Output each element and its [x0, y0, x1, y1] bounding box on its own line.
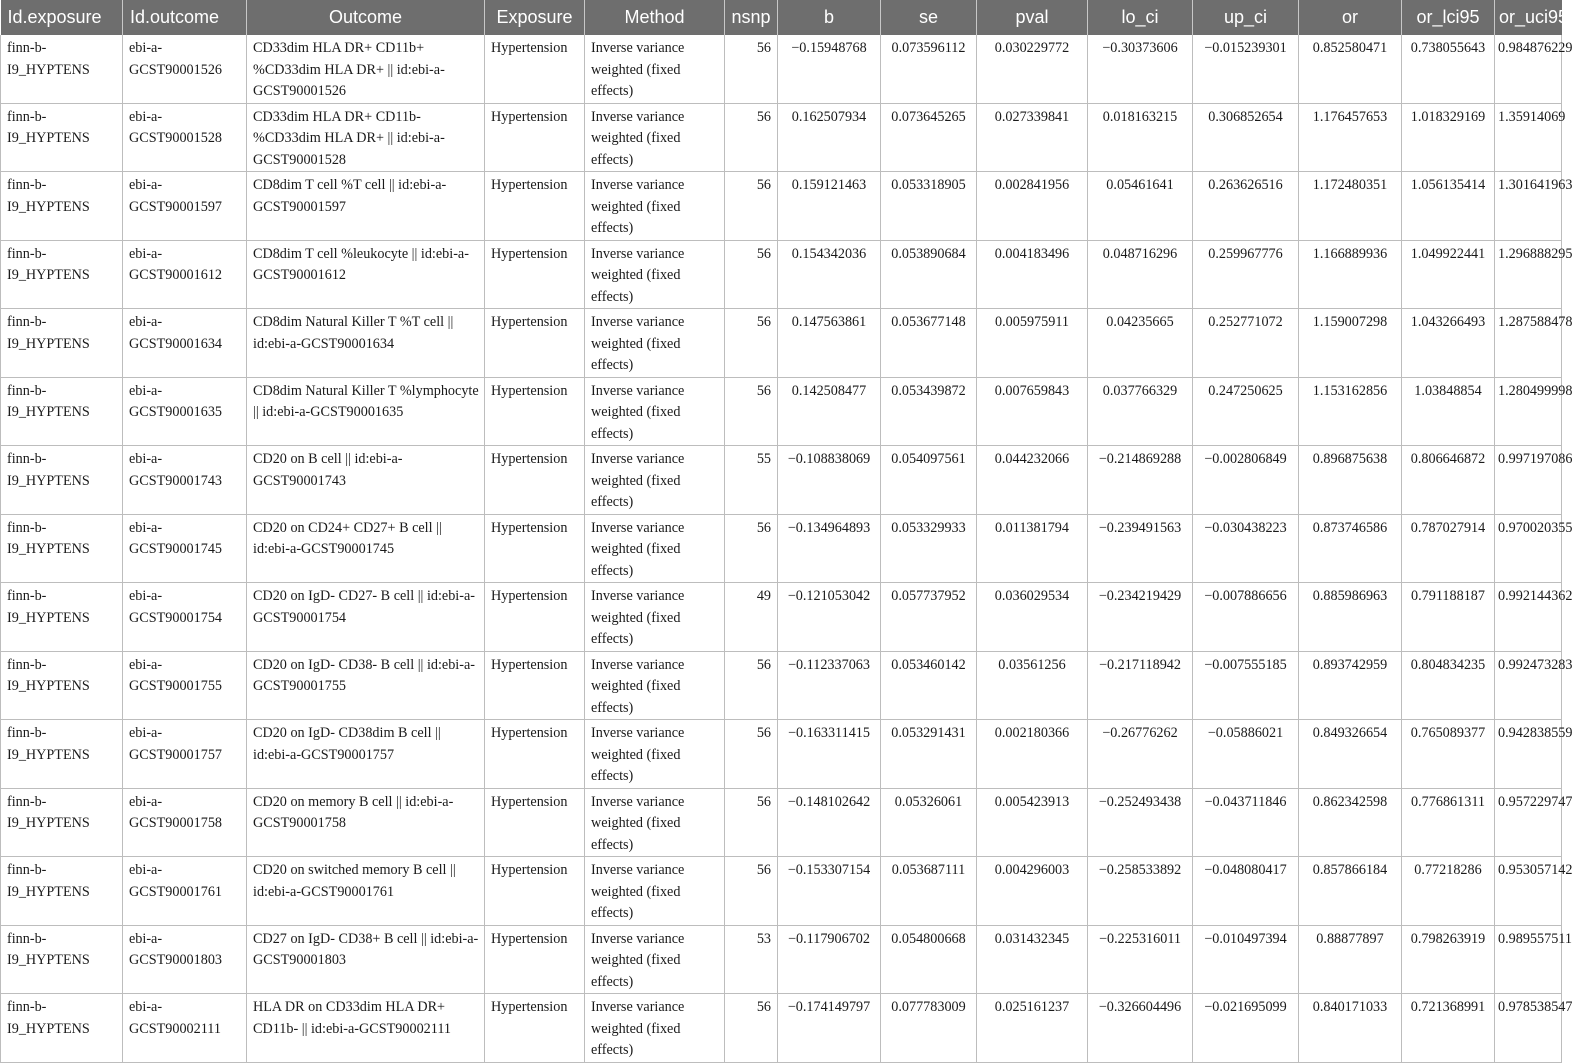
nsnp-cell: 56 — [725, 514, 778, 583]
or-cell: 1.172480351 — [1299, 172, 1402, 241]
table-row — [1, 103, 1562, 172]
nsnp-cell: 56 — [725, 240, 778, 309]
outcome-cell: CD20 on IgD- CD38dim B cell || id:ebi-a-GCST90001757 — [247, 720, 485, 789]
or-cell: 1.166889936 — [1299, 240, 1402, 309]
table-row — [1, 583, 1562, 652]
outcome-cell: CD8dim T cell %T cell || id:ebi-a-GCST90001597 — [247, 172, 485, 241]
col-header-or-lci95: or_lci95 — [1402, 0, 1495, 35]
se-cell: 0.054097561 — [881, 446, 977, 515]
up-ci-cell: −0.007886656 — [1193, 583, 1299, 652]
or-cell: 1.153162856 — [1299, 377, 1402, 446]
method-cell: Inverse variance weighted (fixed effects) — [585, 103, 725, 172]
lo-ci-cell: −0.225316011 — [1088, 925, 1193, 994]
table-row — [1, 35, 1562, 103]
col-header-id-exposure: Id.exposure — [1, 0, 123, 35]
id-exposure-cell: finn-b-I9_HYPTENS — [1, 788, 123, 857]
or-cell: 0.840171033 — [1299, 994, 1402, 1063]
b-cell: −0.108838069 — [778, 446, 881, 515]
se-cell: 0.077783009 — [881, 994, 977, 1063]
or-uci95-cell: 0.957229747 — [1495, 788, 1562, 857]
up-ci-cell: 0.252771072 — [1193, 309, 1299, 378]
or-cell: 0.896875638 — [1299, 446, 1402, 515]
b-cell: −0.15948768 — [778, 35, 881, 103]
id-exposure-cell: finn-b-I9_HYPTENS — [1, 377, 123, 446]
or-cell: 1.176457653 — [1299, 103, 1402, 172]
lo-ci-cell: −0.30373606 — [1088, 35, 1193, 103]
id-outcome-cell: ebi-a-GCST90001745 — [123, 514, 247, 583]
se-cell: 0.053890684 — [881, 240, 977, 309]
col-header-or: or — [1299, 0, 1402, 35]
nsnp-cell: 56 — [725, 857, 778, 926]
nsnp-cell: 56 — [725, 309, 778, 378]
exposure-cell: Hypertension — [485, 857, 585, 926]
table-row — [1, 377, 1562, 446]
up-ci-cell: −0.021695099 — [1193, 994, 1299, 1063]
or-uci95-cell: 1.287588478 — [1495, 309, 1562, 378]
table-row — [1, 857, 1562, 926]
method-cell: Inverse variance weighted (fixed effects) — [585, 309, 725, 378]
se-cell: 0.05326061 — [881, 788, 977, 857]
or-uci95-cell: 0.989557511 — [1495, 925, 1562, 994]
or-cell: 0.873746586 — [1299, 514, 1402, 583]
or-lci95-cell: 0.787027914 — [1402, 514, 1495, 583]
b-cell: 0.162507934 — [778, 103, 881, 172]
exposure-cell: Hypertension — [485, 240, 585, 309]
id-outcome-cell: ebi-a-GCST90001635 — [123, 377, 247, 446]
col-header-exposure: Exposure — [485, 0, 585, 35]
up-ci-cell: 0.306852654 — [1193, 103, 1299, 172]
exposure-cell: Hypertension — [485, 994, 585, 1063]
method-cell: Inverse variance weighted (fixed effects) — [585, 240, 725, 309]
method-cell: Inverse variance weighted (fixed effects) — [585, 788, 725, 857]
or-uci95-cell: 0.953057142 — [1495, 857, 1562, 926]
or-uci95-cell: 1.35914069 — [1495, 103, 1562, 172]
id-exposure-cell: finn-b-I9_HYPTENS — [1, 857, 123, 926]
nsnp-cell: 56 — [725, 172, 778, 241]
table-row — [1, 651, 1562, 720]
or-cell: 1.159007298 — [1299, 309, 1402, 378]
or-cell: 0.893742959 — [1299, 651, 1402, 720]
table-row — [1, 925, 1562, 994]
table-row — [1, 720, 1562, 789]
or-uci95-cell: 0.984876229 — [1495, 35, 1562, 103]
id-exposure-cell: finn-b-I9_HYPTENS — [1, 240, 123, 309]
exposure-cell: Hypertension — [485, 925, 585, 994]
lo-ci-cell: 0.018163215 — [1088, 103, 1193, 172]
table-row — [1, 994, 1562, 1063]
lo-ci-cell: −0.252493438 — [1088, 788, 1193, 857]
table-row — [1, 240, 1562, 309]
id-outcome-cell: ebi-a-GCST90001761 — [123, 857, 247, 926]
id-outcome-cell: ebi-a-GCST90001758 — [123, 788, 247, 857]
col-header-up-ci: up_ci — [1193, 0, 1299, 35]
lo-ci-cell: −0.234219429 — [1088, 583, 1193, 652]
or-lci95-cell: 1.043266493 — [1402, 309, 1495, 378]
id-exposure-cell: finn-b-I9_HYPTENS — [1, 720, 123, 789]
id-outcome-cell: ebi-a-GCST90001526 — [123, 35, 247, 103]
exposure-cell: Hypertension — [485, 583, 585, 652]
table-row — [1, 788, 1562, 857]
id-exposure-cell: finn-b-I9_HYPTENS — [1, 35, 123, 103]
b-cell: −0.153307154 — [778, 857, 881, 926]
id-exposure-cell: finn-b-I9_HYPTENS — [1, 514, 123, 583]
or-cell: 0.885986963 — [1299, 583, 1402, 652]
b-cell: −0.112337063 — [778, 651, 881, 720]
or-lci95-cell: 0.806646872 — [1402, 446, 1495, 515]
pval-cell: 0.007659843 — [977, 377, 1088, 446]
table-row — [1, 514, 1562, 583]
outcome-cell: CD33dim HLA DR+ CD11b+ %CD33dim HLA DR+ || id:ebi-a-GCST90001526 — [247, 35, 485, 103]
nsnp-cell: 56 — [725, 35, 778, 103]
lo-ci-cell: 0.04235665 — [1088, 309, 1193, 378]
method-cell: Inverse variance weighted (fixed effects) — [585, 377, 725, 446]
id-exposure-cell: finn-b-I9_HYPTENS — [1, 651, 123, 720]
table-row — [1, 309, 1562, 378]
id-outcome-cell: ebi-a-GCST90001528 — [123, 103, 247, 172]
nsnp-cell: 56 — [725, 377, 778, 446]
up-ci-cell: −0.05886021 — [1193, 720, 1299, 789]
nsnp-cell: 49 — [725, 583, 778, 652]
or-uci95-cell: 0.992144362 — [1495, 583, 1562, 652]
pval-cell: 0.011381794 — [977, 514, 1088, 583]
or-lci95-cell: 0.791188187 — [1402, 583, 1495, 652]
se-cell: 0.073596112 — [881, 35, 977, 103]
pval-cell: 0.004183496 — [977, 240, 1088, 309]
b-cell: −0.148102642 — [778, 788, 881, 857]
id-outcome-cell: ebi-a-GCST90001757 — [123, 720, 247, 789]
outcome-cell: CD20 on IgD- CD27- B cell || id:ebi-a-GCST90001754 — [247, 583, 485, 652]
se-cell: 0.053460142 — [881, 651, 977, 720]
id-exposure-cell: finn-b-I9_HYPTENS — [1, 309, 123, 378]
col-header-method: Method — [585, 0, 725, 35]
outcome-cell: CD8dim Natural Killer T %T cell || id:ebi-a-GCST90001634 — [247, 309, 485, 378]
b-cell: −0.121053042 — [778, 583, 881, 652]
se-cell: 0.057737952 — [881, 583, 977, 652]
table-row — [1, 446, 1562, 515]
or-uci95-cell: 0.997197086 — [1495, 446, 1562, 515]
up-ci-cell: −0.015239301 — [1193, 35, 1299, 103]
outcome-cell: CD20 on B cell || id:ebi-a-GCST90001743 — [247, 446, 485, 515]
id-outcome-cell: ebi-a-GCST90001803 — [123, 925, 247, 994]
table-header-row — [1, 0, 1562, 35]
or-lci95-cell: 0.798263919 — [1402, 925, 1495, 994]
outcome-cell: CD20 on switched memory B cell || id:ebi-a-GCST90001761 — [247, 857, 485, 926]
or-cell: 0.88877897 — [1299, 925, 1402, 994]
exposure-cell: Hypertension — [485, 788, 585, 857]
exposure-cell: Hypertension — [485, 172, 585, 241]
outcome-cell: CD27 on IgD- CD38+ B cell || id:ebi-a-GCST90001803 — [247, 925, 485, 994]
lo-ci-cell: 0.048716296 — [1088, 240, 1193, 309]
up-ci-cell: −0.007555185 — [1193, 651, 1299, 720]
nsnp-cell: 56 — [725, 651, 778, 720]
pval-cell: 0.025161237 — [977, 994, 1088, 1063]
or-uci95-cell: 0.992473283 — [1495, 651, 1562, 720]
or-uci95-cell: 0.970020355 — [1495, 514, 1562, 583]
exposure-cell: Hypertension — [485, 377, 585, 446]
se-cell: 0.053439872 — [881, 377, 977, 446]
or-uci95-cell: 1.280499998 — [1495, 377, 1562, 446]
id-outcome-cell: ebi-a-GCST90001634 — [123, 309, 247, 378]
pval-cell: 0.027339841 — [977, 103, 1088, 172]
id-exposure-cell: finn-b-I9_HYPTENS — [1, 994, 123, 1063]
or-uci95-cell: 1.296888295 — [1495, 240, 1562, 309]
id-outcome-cell: ebi-a-GCST90001597 — [123, 172, 247, 241]
lo-ci-cell: 0.05461641 — [1088, 172, 1193, 241]
nsnp-cell: 56 — [725, 788, 778, 857]
b-cell: 0.159121463 — [778, 172, 881, 241]
col-header-outcome: Outcome — [247, 0, 485, 35]
se-cell: 0.053677148 — [881, 309, 977, 378]
nsnp-cell: 55 — [725, 446, 778, 515]
exposure-cell: Hypertension — [485, 103, 585, 172]
col-header-or-uci95: or_uci95 — [1495, 0, 1562, 35]
nsnp-cell: 56 — [725, 103, 778, 172]
or-uci95-cell: 0.978538547 — [1495, 994, 1562, 1063]
method-cell: Inverse variance weighted (fixed effects) — [585, 857, 725, 926]
up-ci-cell: −0.002806849 — [1193, 446, 1299, 515]
se-cell: 0.054800668 — [881, 925, 977, 994]
table-row — [1, 172, 1562, 241]
b-cell: −0.163311415 — [778, 720, 881, 789]
col-header-nsnp: nsnp — [725, 0, 778, 35]
or-lci95-cell: 0.721368991 — [1402, 994, 1495, 1063]
up-ci-cell: −0.030438223 — [1193, 514, 1299, 583]
pval-cell: 0.030229772 — [977, 35, 1088, 103]
outcome-cell: CD20 on IgD- CD38- B cell || id:ebi-a-GCST90001755 — [247, 651, 485, 720]
id-outcome-cell: ebi-a-GCST90001612 — [123, 240, 247, 309]
outcome-cell: CD8dim T cell %leukocyte || id:ebi-a-GCST90001612 — [247, 240, 485, 309]
id-exposure-cell: finn-b-I9_HYPTENS — [1, 583, 123, 652]
id-outcome-cell: ebi-a-GCST90002111 — [123, 994, 247, 1063]
col-header-lo-ci: lo_ci — [1088, 0, 1193, 35]
outcome-cell: CD8dim Natural Killer T %lymphocyte || id:ebi-a-GCST90001635 — [247, 377, 485, 446]
method-cell: Inverse variance weighted (fixed effects) — [585, 651, 725, 720]
col-header-se: se — [881, 0, 977, 35]
exposure-cell: Hypertension — [485, 651, 585, 720]
exposure-cell: Hypertension — [485, 514, 585, 583]
id-outcome-cell: ebi-a-GCST90001755 — [123, 651, 247, 720]
pval-cell: 0.004296003 — [977, 857, 1088, 926]
method-cell: Inverse variance weighted (fixed effects) — [585, 583, 725, 652]
lo-ci-cell: −0.239491563 — [1088, 514, 1193, 583]
or-cell: 0.857866184 — [1299, 857, 1402, 926]
or-cell: 0.852580471 — [1299, 35, 1402, 103]
b-cell: 0.147563861 — [778, 309, 881, 378]
up-ci-cell: 0.247250625 — [1193, 377, 1299, 446]
outcome-cell: CD33dim HLA DR+ CD11b- %CD33dim HLA DR+ || id:ebi-a-GCST90001528 — [247, 103, 485, 172]
pval-cell: 0.002841956 — [977, 172, 1088, 241]
b-cell: 0.154342036 — [778, 240, 881, 309]
se-cell: 0.053318905 — [881, 172, 977, 241]
pval-cell: 0.044232066 — [977, 446, 1088, 515]
or-lci95-cell: 0.765089377 — [1402, 720, 1495, 789]
method-cell: Inverse variance weighted (fixed effects) — [585, 994, 725, 1063]
or-lci95-cell: 0.804834235 — [1402, 651, 1495, 720]
method-cell: Inverse variance weighted (fixed effects) — [585, 446, 725, 515]
id-exposure-cell: finn-b-I9_HYPTENS — [1, 172, 123, 241]
or-uci95-cell: 1.301641963 — [1495, 172, 1562, 241]
or-lci95-cell: 1.049922441 — [1402, 240, 1495, 309]
se-cell: 0.053687111 — [881, 857, 977, 926]
exposure-cell: Hypertension — [485, 720, 585, 789]
pval-cell: 0.036029534 — [977, 583, 1088, 652]
lo-ci-cell: −0.326604496 — [1088, 994, 1193, 1063]
pval-cell: 0.031432345 — [977, 925, 1088, 994]
pval-cell: 0.005975911 — [977, 309, 1088, 378]
or-lci95-cell: 0.738055643 — [1402, 35, 1495, 103]
id-outcome-cell: ebi-a-GCST90001754 — [123, 583, 247, 652]
method-cell: Inverse variance weighted (fixed effects) — [585, 172, 725, 241]
lo-ci-cell: 0.037766329 — [1088, 377, 1193, 446]
or-lci95-cell: 1.056135414 — [1402, 172, 1495, 241]
nsnp-cell: 53 — [725, 925, 778, 994]
nsnp-cell: 56 — [725, 994, 778, 1063]
outcome-cell: CD20 on memory B cell || id:ebi-a-GCST90001758 — [247, 788, 485, 857]
col-header-b: b — [778, 0, 881, 35]
se-cell: 0.053291431 — [881, 720, 977, 789]
outcome-cell: HLA DR on CD33dim HLA DR+ CD11b- || id:ebi-a-GCST90002111 — [247, 994, 485, 1063]
method-cell: Inverse variance weighted (fixed effects) — [585, 720, 725, 789]
up-ci-cell: −0.048080417 — [1193, 857, 1299, 926]
method-cell: Inverse variance weighted (fixed effects) — [585, 925, 725, 994]
method-cell: Inverse variance weighted (fixed effects) — [585, 35, 725, 103]
up-ci-cell: 0.259967776 — [1193, 240, 1299, 309]
id-outcome-cell: ebi-a-GCST90001743 — [123, 446, 247, 515]
id-exposure-cell: finn-b-I9_HYPTENS — [1, 103, 123, 172]
or-cell: 0.849326654 — [1299, 720, 1402, 789]
b-cell: −0.117906702 — [778, 925, 881, 994]
b-cell: −0.134964893 — [778, 514, 881, 583]
table-body — [1, 35, 1572, 1062]
b-cell: 0.142508477 — [778, 377, 881, 446]
method-cell: Inverse variance weighted (fixed effects) — [585, 514, 725, 583]
or-lci95-cell: 1.03848854 — [1402, 377, 1495, 446]
col-header-id-outcome: Id.outcome — [123, 0, 247, 35]
id-exposure-cell: finn-b-I9_HYPTENS — [1, 925, 123, 994]
or-lci95-cell: 1.018329169 — [1402, 103, 1495, 172]
se-cell: 0.053329933 — [881, 514, 977, 583]
or-cell: 0.862342598 — [1299, 788, 1402, 857]
nsnp-cell: 56 — [725, 720, 778, 789]
se-cell: 0.073645265 — [881, 103, 977, 172]
or-lci95-cell: 0.776861311 — [1402, 788, 1495, 857]
up-ci-cell: −0.010497394 — [1193, 925, 1299, 994]
exposure-cell: Hypertension — [485, 309, 585, 378]
lo-ci-cell: −0.258533892 — [1088, 857, 1193, 926]
exposure-cell: Hypertension — [485, 446, 585, 515]
exposure-cell: Hypertension — [485, 35, 585, 103]
lo-ci-cell: −0.217118942 — [1088, 651, 1193, 720]
or-lci95-cell: 0.77218286 — [1402, 857, 1495, 926]
pval-cell: 0.005423913 — [977, 788, 1088, 857]
or-uci95-cell: 0.942838559 — [1495, 720, 1562, 789]
id-exposure-cell: finn-b-I9_HYPTENS — [1, 446, 123, 515]
up-ci-cell: −0.043711846 — [1193, 788, 1299, 857]
outcome-cell: CD20 on CD24+ CD27+ B cell || id:ebi-a-GCST90001745 — [247, 514, 485, 583]
col-header-pval: pval — [977, 0, 1088, 35]
lo-ci-cell: −0.214869288 — [1088, 446, 1193, 515]
pval-cell: 0.002180366 — [977, 720, 1088, 789]
up-ci-cell: 0.263626516 — [1193, 172, 1299, 241]
b-cell: −0.174149797 — [778, 994, 881, 1063]
lo-ci-cell: −0.26776262 — [1088, 720, 1193, 789]
pval-cell: 0.03561256 — [977, 651, 1088, 720]
